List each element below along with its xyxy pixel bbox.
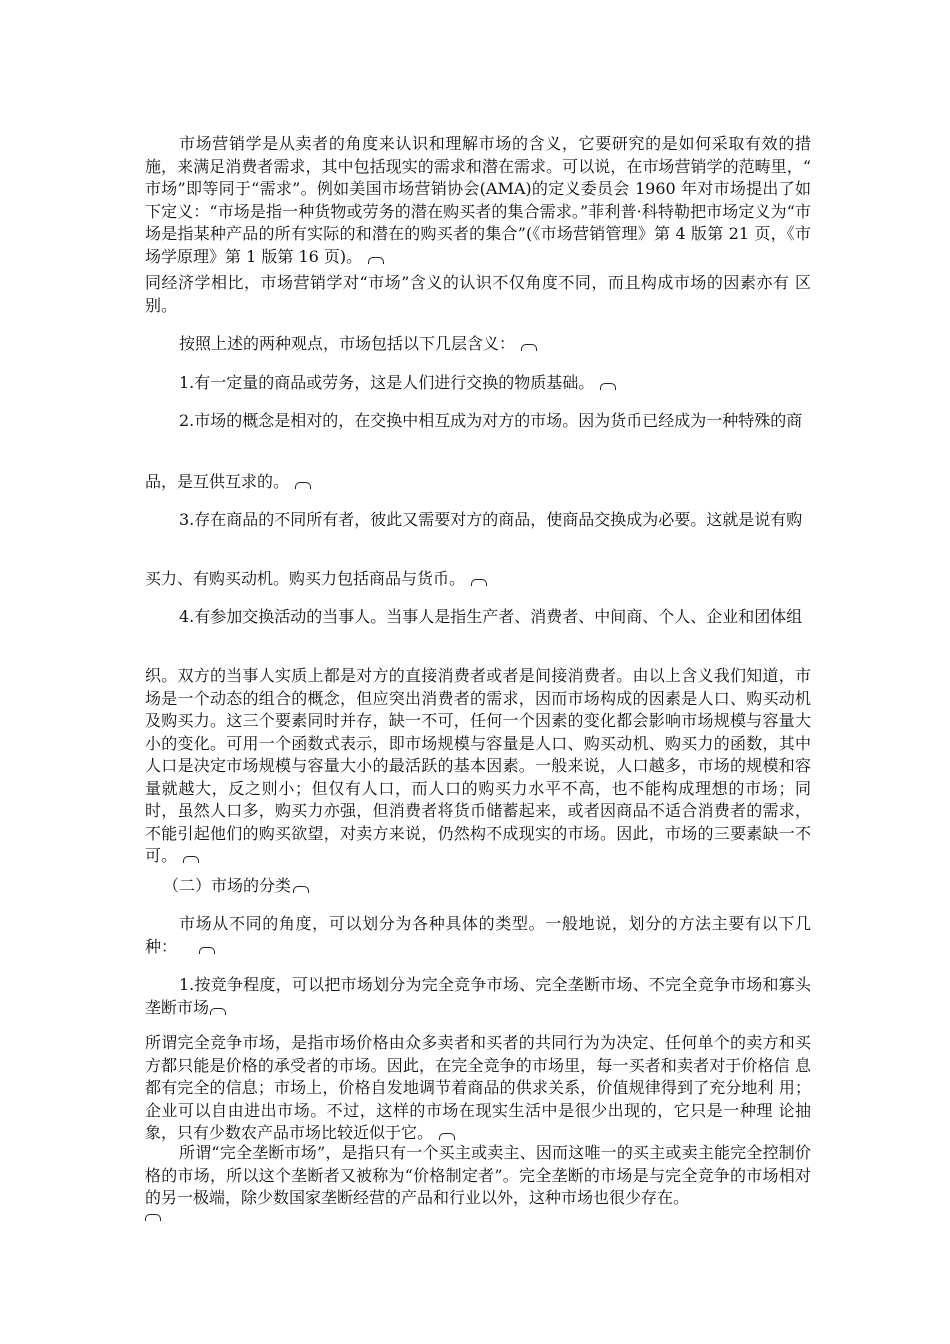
paragraph-text: 织。双方的当事人实质上都是对方的直接消费者或者是间接消费者。由以上含义我们知道，市场是一个动态的组合的概念，但应突出消费者的需求，因而市场构成的因素是人口、购买动机及购买力。这三个要素同时并存，缺一不可，任何一个因素的变化都会影响市场规模与容量大小的变化。可用一个函数式表示，即市场规模与容量是人口、购买动机、购买力的函数，其中人口是决定市场规模与容量大小的最活跃的基本因素。一般来说，人口越多，市场的规模和容量就越大，反之则小；但仅有人口，而人口的购买力水平不高，也不能构成理想的市场；同时，虽然人口多，购买力亦强，但消费者将货币储蓄起来，或者因商品不适合消费者的需求，不能引起他们的购买欲望，对卖方来说，仍然构不成现实的市场。因此，市场的三要素缺一不可。 [145, 666, 811, 865]
paragraph-three-elements [145, 665, 811, 868]
paragraph-classification-intro [145, 913, 811, 958]
paragraph-comparison [145, 272, 811, 317]
paragraph-text: 4.有参加交换活动的当事人。当事人是指生产者、消费者、中间商、个人、企业和团体组 [179, 607, 803, 626]
heading-text: （二）市场的分类 [163, 876, 292, 895]
paragraph-text: 买力、有购买动机。购买力包括商品与货币。 [145, 569, 466, 588]
paragraph-mark-icon [210, 1008, 226, 1015]
paragraph-text: 所谓“完全垄断市场”，是指只有一个买主或卖主、因而这唯一的买主或卖主能完全控制价 格的市场，所以这个垄断者又被称为“价格制定者”。完全垄断的市场是与完全竞争的市场相对的另一极端，除少数国家垄断经营的产品和行业以外，这种市场也很少存在。 [145, 1143, 811, 1207]
paragraph-text: 1.有一定量的商品或劳务，这是人们进行交换的物质基础。 [179, 373, 595, 392]
paragraph-perfect-competition [145, 1032, 811, 1145]
paragraph-perfect-monopoly [145, 1142, 811, 1210]
list-item-competition-degree [145, 974, 811, 1019]
section-heading-market-classification [163, 875, 803, 898]
paragraph-mark-icon [471, 579, 487, 586]
paragraph-meanings-intro [145, 333, 811, 356]
list-item-2 [145, 410, 811, 433]
paragraph-text: 按照上述的两种观点，市场包括以下几层含义： [179, 334, 516, 353]
paragraph-text: 3.存在商品的不同所有者，彼此又需要对方的商品，使商品交换成为必要。这就是说有购 [179, 510, 803, 529]
paragraph-marketing-definition [145, 133, 811, 268]
paragraph-text: 品，是互供互求的。 [145, 472, 290, 491]
paragraph-text: 2.市场的概念是相对的，在交换中相互成为对方的市场。因为货币已经成为一种特殊的商 [179, 411, 803, 430]
paragraph-mark-icon [368, 257, 384, 264]
paragraph-text: 1.按竞争程度，可以把市场划分为完全竞争市场、完全垄断市场、不完全竞争市场和寡头垄断市场 [145, 975, 811, 1017]
paragraph-mark-icon [439, 1133, 455, 1140]
paragraph-mark-icon [521, 344, 537, 351]
list-item-4 [145, 606, 811, 629]
paragraph-mark-icon [293, 886, 309, 893]
paragraph-text: 同经济学相比，市场营销学对“市场”含义的认识不仅角度不同，而且构成市场的因素亦有 区别。 [145, 273, 811, 315]
paragraph-text: 市场从不同的角度，可以划分为各种具体的类型。一般地说，划分的方法主要有以下几种： [145, 914, 811, 956]
list-item-1 [145, 372, 811, 395]
paragraph-mark-icon [600, 383, 616, 390]
list-item-3-continued [145, 568, 811, 591]
list-item-2-continued [145, 471, 811, 494]
paragraph-mark-icon [183, 856, 199, 863]
paragraph-text: 所谓完全竞争市场，是指市场价格由众多卖者和买者的共同行为为决定、任何单个的卖方和买方都只能是价格的承受者的市场。因此，在完全竞争的市场里，每一买者和卖者对于价格信 息都有完全的信息；市场上，价格自发地调节着商品的供求关系，价值规律得到了充分地利 用；企业可以自由进出市场。不过，这样的市场在现实生活中是很少出现的，它只是一种理 论抽象，只有少数农产品市场比较近似于它。 [145, 1033, 811, 1142]
paragraph-mark-icon [295, 482, 311, 489]
paragraph-mark-icon [145, 1214, 161, 1221]
list-item-3 [145, 509, 811, 532]
paragraph-text: 市场营销学是从卖者的角度来认识和理解市场的含义，它要研究的是如何采取有效的措施，来满足消费者需求，其中包括现实的需求和潜在需求。可以说，在市场营销学的范畴里，“ 市场”即等同于“需求”。例如美国市场营销协会(AMA)的定义委员会 1960 年对市场提出了如下定义：“市场是指一种货物或劳务的潜在购买者的集合需求。”菲利普·科特勒把市场定义为“市场是指某种产品的所有实际的和潜在的购买者的集合”(《市场营销管理》第 4 版第 21 页，《市场学原理》第 1 版第 16 页)。 [145, 134, 811, 266]
paragraph-mark-icon [199, 947, 215, 954]
